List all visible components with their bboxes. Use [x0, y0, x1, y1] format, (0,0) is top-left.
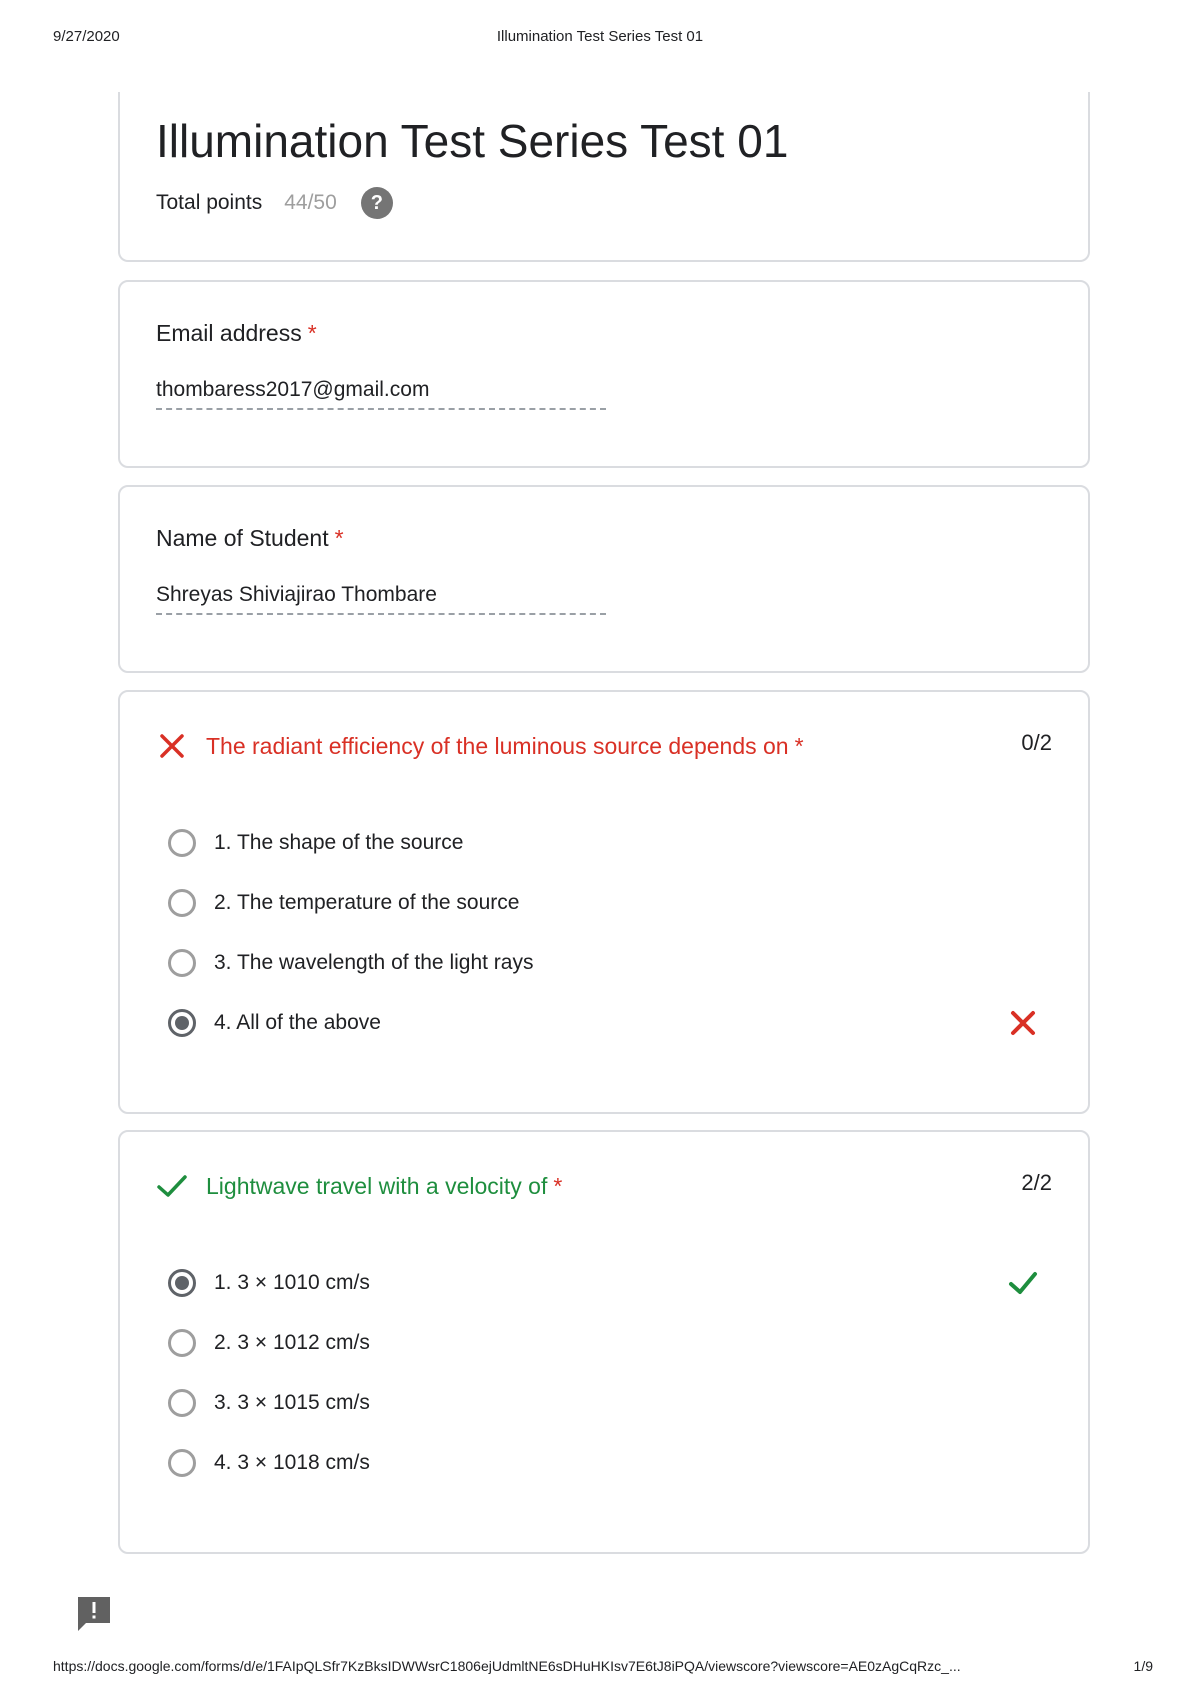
radio-button-selected[interactable]: [168, 1009, 196, 1037]
student-name-label-text: Name of Student: [156, 525, 329, 551]
radio-button[interactable]: [168, 889, 196, 917]
student-name-field: Shreyas Shiviajirao Thombare: [156, 583, 606, 615]
answer-option[interactable]: [168, 885, 519, 921]
email-label: [156, 320, 317, 347]
radio-button[interactable]: [168, 1449, 196, 1477]
print-header: [0, 28, 1200, 50]
required-asterisk: *: [553, 1172, 563, 1199]
radio-button[interactable]: [168, 829, 196, 857]
option-label: 3. The wavelength of the light rays: [214, 951, 534, 974]
x-icon: [156, 730, 188, 762]
check-icon: [1008, 1268, 1038, 1298]
option-label: 2. The temperature of the source: [214, 891, 520, 914]
answer-option[interactable]: [168, 825, 463, 861]
feedback-icon[interactable]: [76, 1595, 112, 1635]
x-icon: [1008, 1008, 1038, 1038]
answer-option[interactable]: [168, 945, 533, 981]
required-asterisk: *: [334, 525, 344, 551]
option-label: 1. 3 × 1010 cm/s: [214, 1271, 370, 1294]
student-name-card: [118, 485, 1090, 673]
points-value: 44/50: [284, 191, 337, 214]
email-field: thombaress2017@gmail.com: [156, 378, 606, 410]
print-url: https://docs.google.com/forms/d/e/1FAIpQLSfr7KzBksIDWWsrC1806ejUdmltNE6sDHuHKIsv7E6tJ8iPQA/viewscore?viewscore=AE0zAgCqRzc_...: [53, 1658, 961, 1674]
question-header: [156, 1170, 562, 1202]
answer-option[interactable]: [168, 1385, 370, 1421]
required-asterisk: *: [307, 320, 317, 346]
answer-option-selected[interactable]: [168, 1265, 370, 1301]
points-label: Total points: [156, 191, 263, 214]
check-icon: [156, 1170, 188, 1202]
radio-button[interactable]: [168, 949, 196, 977]
radio-button-selected[interactable]: [168, 1269, 196, 1297]
radio-button[interactable]: [168, 1329, 196, 1357]
question-header: [156, 730, 804, 762]
option-label: 4. All of the above: [214, 1011, 381, 1034]
total-points: [156, 186, 393, 220]
answer-option[interactable]: [168, 1445, 370, 1481]
print-date: 9/27/2020: [53, 28, 120, 45]
option-label: 3. 3 × 1015 cm/s: [214, 1391, 370, 1414]
question-score: 2/2: [1021, 1170, 1052, 1195]
student-name-label: [156, 525, 344, 552]
form-title-card: [118, 92, 1090, 262]
question-score: 0/2: [1021, 730, 1052, 755]
option-label: 2. 3 × 1012 cm/s: [214, 1331, 370, 1354]
option-label: 4. 3 × 1018 cm/s: [214, 1451, 370, 1474]
question-card: [118, 1130, 1090, 1554]
email-label-text: Email address: [156, 320, 302, 346]
form-title: Illumination Test Series Test 01: [156, 115, 789, 167]
required-asterisk: *: [794, 732, 804, 759]
radio-button[interactable]: [168, 1389, 196, 1417]
email-card: [118, 280, 1090, 468]
answer-option-selected[interactable]: [168, 1005, 381, 1041]
help-icon[interactable]: ?: [361, 187, 393, 219]
question-text: The radiant efficiency of the luminous source depends on: [206, 732, 789, 759]
answer-option[interactable]: [168, 1325, 370, 1361]
print-page-number: 1/9: [1133, 1658, 1153, 1674]
question-text: Lightwave travel with a velocity of: [206, 1172, 548, 1199]
option-label: 1. The shape of the source: [214, 831, 464, 854]
print-title: Illumination Test Series Test 01: [496, 28, 704, 45]
question-card: [118, 690, 1090, 1114]
